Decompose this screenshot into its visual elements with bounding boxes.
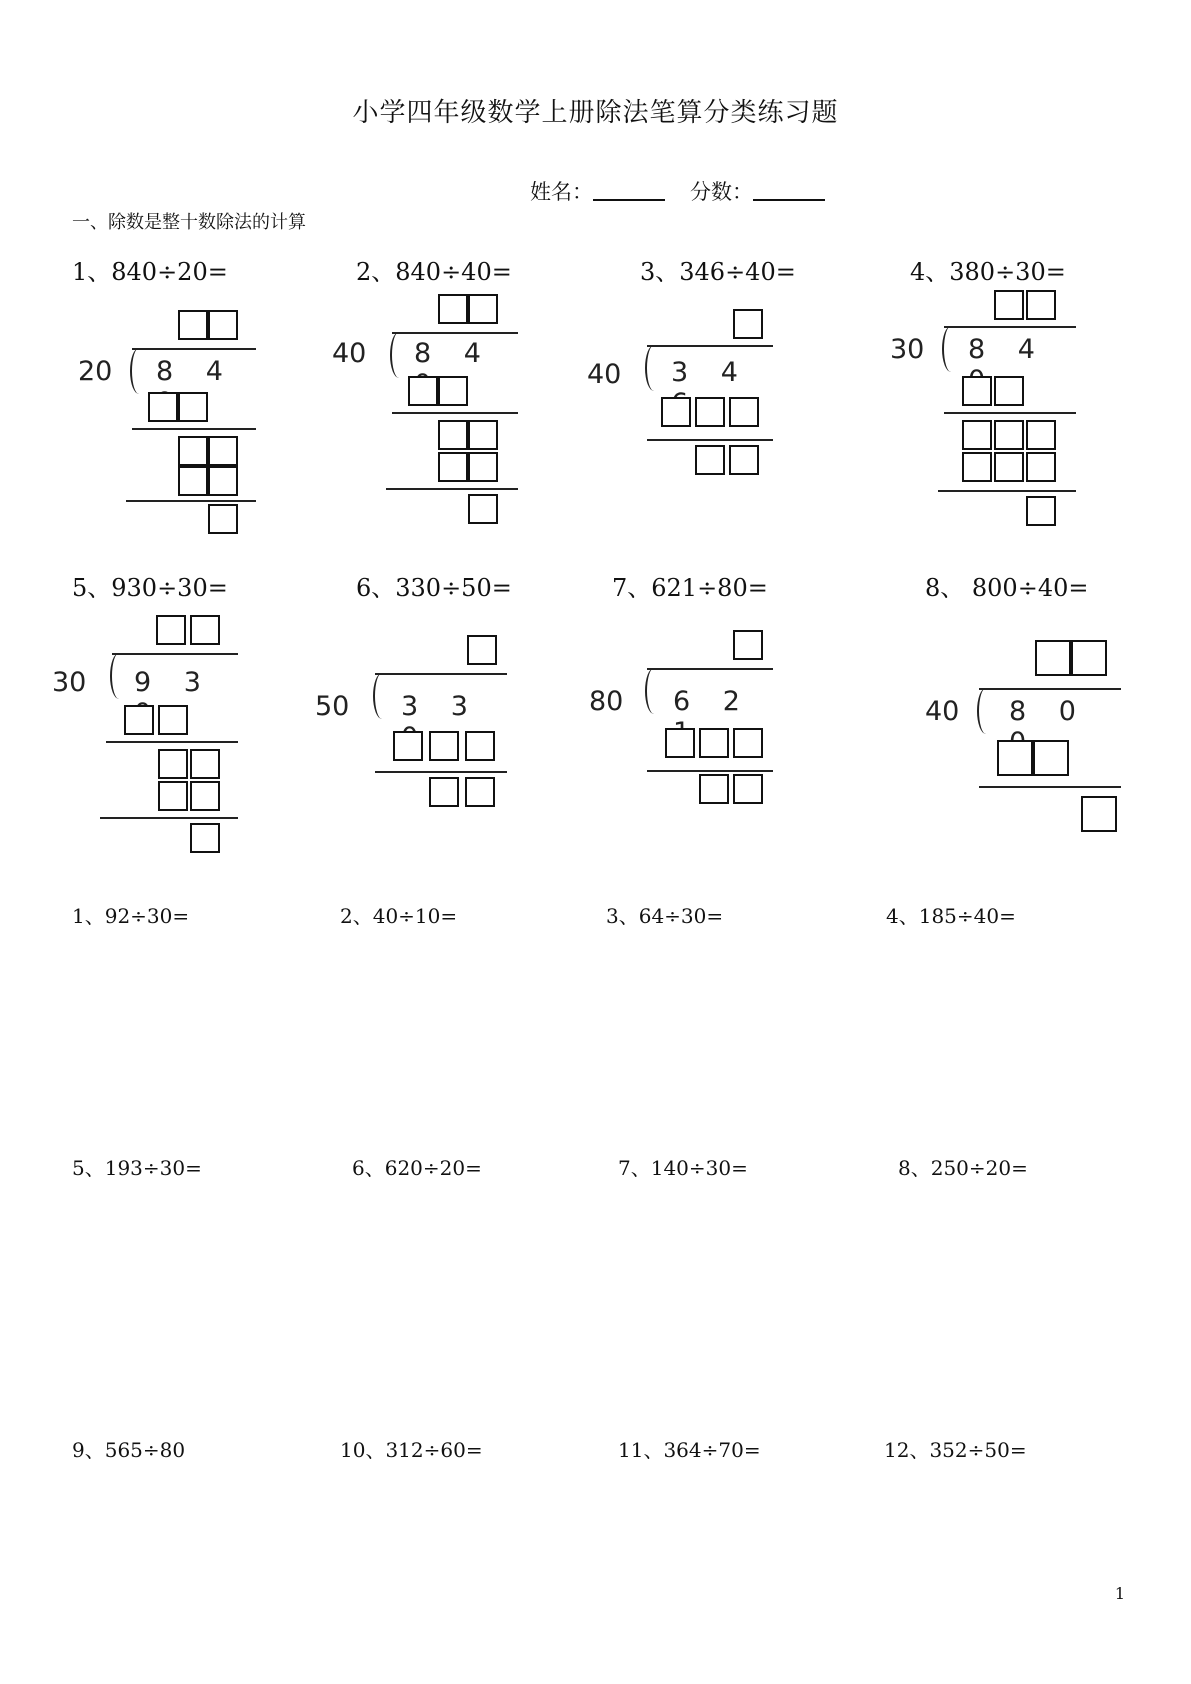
dividend: 3 4	[671, 357, 750, 388]
division-bracket	[110, 653, 130, 699]
answer-box[interactable]	[190, 615, 220, 645]
long-division	[585, 630, 785, 890]
answer-box[interactable]	[733, 309, 763, 339]
problem-label: 8、 800÷40=	[925, 574, 1089, 602]
name-blank[interactable]	[593, 179, 665, 201]
dividend: 8 4	[156, 356, 235, 387]
answer-box[interactable]	[729, 445, 759, 475]
division-line	[375, 771, 507, 773]
division-line	[375, 673, 507, 675]
answer-box[interactable]	[468, 420, 498, 450]
answer-box[interactable]	[190, 781, 220, 811]
division-line	[944, 326, 1076, 328]
answer-box[interactable]	[467, 635, 497, 665]
answer-box[interactable]	[465, 731, 495, 761]
dividend: 8 4	[414, 338, 493, 369]
answer-box[interactable]	[962, 376, 992, 406]
division-line	[126, 500, 256, 502]
problem-label: 3、346÷40=	[640, 258, 796, 286]
answer-box[interactable]	[465, 777, 495, 807]
problem-label: 7、140÷30=	[618, 1156, 748, 1180]
answer-box[interactable]	[178, 392, 208, 422]
division-bracket	[942, 326, 962, 372]
answer-box[interactable]	[468, 452, 498, 482]
answer-box[interactable]	[208, 310, 238, 340]
long-division	[50, 615, 250, 875]
division-bracket	[373, 673, 393, 719]
problem-label: 7、621÷80=	[612, 574, 768, 602]
divisor: 30	[890, 334, 925, 365]
long-division	[315, 635, 515, 895]
answer-box[interactable]	[148, 392, 178, 422]
division-bracket	[130, 348, 150, 394]
answer-box[interactable]	[1035, 640, 1071, 676]
answer-box[interactable]	[429, 731, 459, 761]
division-line	[392, 332, 518, 334]
answer-box[interactable]	[1026, 496, 1056, 526]
answer-box[interactable]	[695, 397, 725, 427]
answer-box[interactable]	[994, 452, 1024, 482]
problem-label: 3、64÷30=	[606, 904, 724, 928]
answer-box[interactable]	[178, 310, 208, 340]
answer-box[interactable]	[190, 823, 220, 853]
problem-label: 12、352÷50=	[884, 1438, 1027, 1462]
problem-label: 11、364÷70=	[618, 1438, 761, 1462]
division-line	[647, 345, 773, 347]
division-line	[979, 688, 1121, 690]
answer-box[interactable]	[994, 420, 1024, 450]
problem-label: 4、380÷30=	[910, 258, 1066, 286]
problem-label: 2、840÷40=	[356, 258, 512, 286]
answer-box[interactable]	[158, 781, 188, 811]
section-heading: 一、除数是整十数除法的计算	[72, 212, 306, 233]
division-bracket	[645, 345, 665, 391]
problem-label: 10、312÷60=	[340, 1438, 483, 1462]
answer-box[interactable]	[438, 376, 468, 406]
answer-box[interactable]	[994, 290, 1024, 320]
answer-box[interactable]	[124, 705, 154, 735]
problem-label: 1、840÷20=	[72, 258, 228, 286]
answer-box[interactable]	[393, 731, 423, 761]
divisor: 20	[78, 356, 113, 387]
division-line	[132, 428, 256, 430]
division-line	[100, 817, 238, 819]
page-number: 1	[1114, 1584, 1125, 1603]
division-line	[944, 412, 1076, 414]
problem-label: 4、185÷40=	[886, 904, 1016, 928]
problem-label: 1、92÷30=	[72, 904, 190, 928]
division-line	[386, 488, 518, 490]
long-division	[72, 300, 272, 560]
divisor: 40	[587, 359, 622, 390]
division-line	[979, 786, 1121, 788]
answer-box[interactable]	[208, 436, 238, 466]
answer-box[interactable]	[429, 777, 459, 807]
answer-box[interactable]	[468, 494, 498, 524]
answer-box[interactable]	[997, 740, 1033, 776]
problem-label: 6、620÷20=	[352, 1156, 482, 1180]
dividend: 8 4	[968, 334, 1047, 365]
answer-box[interactable]	[208, 466, 238, 496]
answer-box[interactable]	[661, 397, 691, 427]
division-line	[647, 439, 773, 441]
score-blank[interactable]	[753, 179, 825, 201]
problem-label: 5、930÷30=	[72, 574, 228, 602]
dividend: 6 2	[673, 686, 752, 717]
answer-box[interactable]	[158, 749, 188, 779]
dividend: 9 3	[134, 667, 213, 698]
division-line	[392, 412, 518, 414]
divisor: 40	[332, 338, 367, 369]
answer-box[interactable]	[1026, 420, 1056, 450]
division-line	[647, 668, 773, 670]
answer-box[interactable]	[178, 466, 208, 496]
answer-box[interactable]	[1033, 740, 1069, 776]
problem-label: 5、193÷30=	[72, 1156, 202, 1180]
problem-label: 9、565÷80	[72, 1438, 186, 1462]
answer-box[interactable]	[665, 728, 695, 758]
division-line	[938, 490, 1076, 492]
problem-label: 2、40÷10=	[340, 904, 458, 928]
long-division	[330, 290, 530, 550]
long-division	[925, 640, 1125, 900]
score-field[interactable]	[690, 176, 825, 206]
name-field[interactable]	[530, 176, 665, 206]
answer-box[interactable]	[178, 436, 208, 466]
divisor: 50	[315, 691, 350, 722]
answer-box[interactable]	[208, 504, 238, 534]
answer-box[interactable]	[158, 705, 188, 735]
answer-box[interactable]	[438, 294, 468, 324]
name-label: 姓名：	[530, 180, 593, 204]
division-bracket	[977, 688, 997, 734]
answer-box[interactable]	[733, 774, 763, 804]
answer-box[interactable]	[1081, 796, 1117, 832]
answer-box[interactable]	[438, 420, 468, 450]
division-line	[647, 770, 773, 772]
answer-box[interactable]	[729, 397, 759, 427]
answer-box[interactable]	[1071, 640, 1107, 676]
answer-box[interactable]	[695, 445, 725, 475]
answer-box[interactable]	[438, 452, 468, 482]
dividend: 8 0	[1009, 696, 1088, 727]
answer-box[interactable]	[962, 420, 992, 450]
division-bracket	[390, 332, 410, 378]
answer-box[interactable]	[1026, 290, 1056, 320]
answer-box[interactable]	[190, 749, 220, 779]
answer-box[interactable]	[408, 376, 438, 406]
division-line	[106, 741, 238, 743]
long-division	[890, 290, 1090, 550]
problem-label: 6、330÷50=	[356, 574, 512, 602]
division-bracket	[645, 668, 665, 714]
divisor: 30	[52, 667, 87, 698]
answer-box[interactable]	[733, 630, 763, 660]
division-line	[112, 653, 238, 655]
long-division	[585, 305, 785, 565]
answer-box[interactable]	[733, 728, 763, 758]
answer-box[interactable]	[994, 376, 1024, 406]
score-label: 分数：	[690, 180, 753, 204]
answer-box[interactable]	[962, 452, 992, 482]
answer-box[interactable]	[468, 294, 498, 324]
answer-box[interactable]	[156, 615, 186, 645]
divisor: 40	[925, 696, 960, 727]
problem-label: 8、250÷20=	[898, 1156, 1028, 1180]
answer-box[interactable]	[699, 728, 729, 758]
answer-box[interactable]	[699, 774, 729, 804]
dividend: 3 3	[401, 691, 480, 722]
answer-box[interactable]	[1026, 452, 1056, 482]
page-title: 小学四年级数学上册除法笔算分类练习题	[352, 98, 839, 128]
division-line	[132, 348, 256, 350]
divisor: 80	[589, 686, 624, 717]
